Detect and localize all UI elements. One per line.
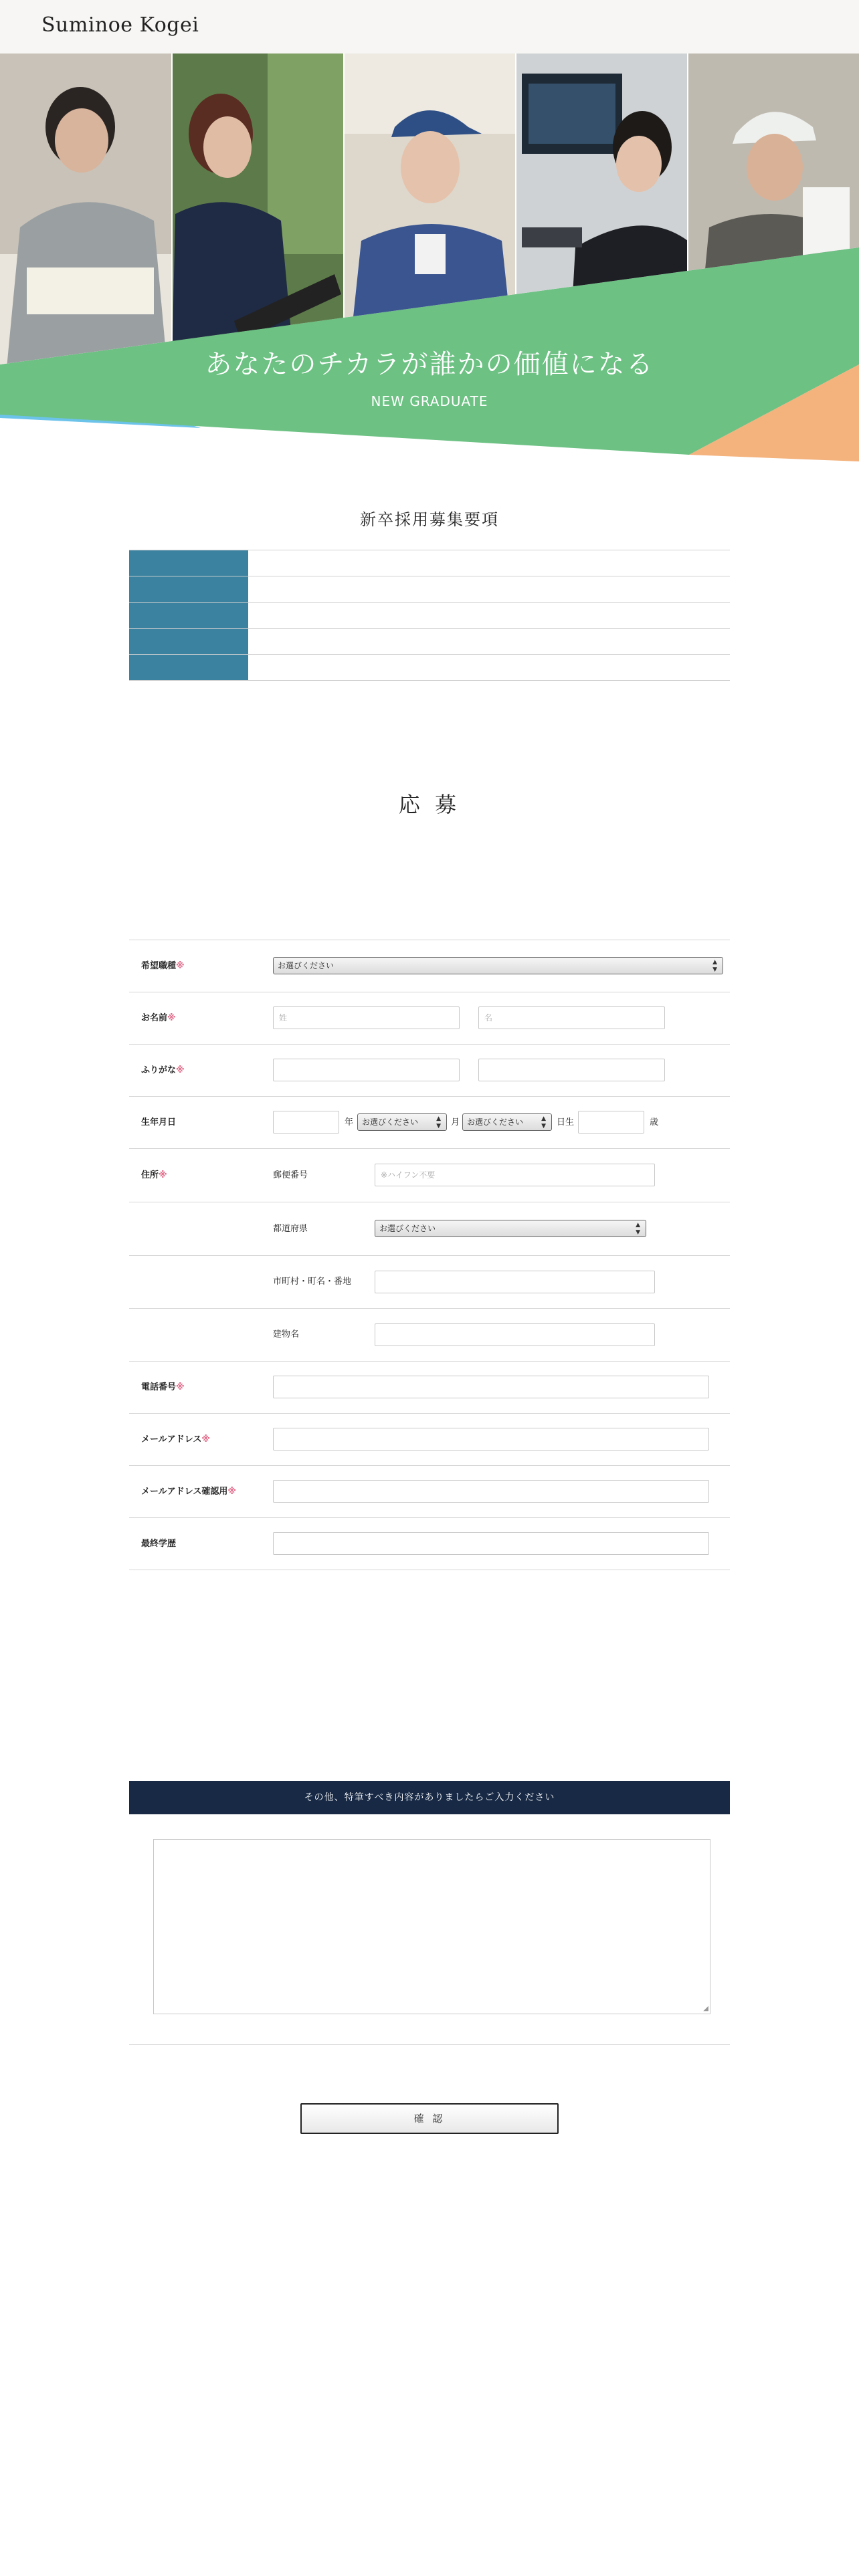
form-row-name — [129, 992, 730, 1045]
recruit-row-header — [129, 576, 248, 602]
divider — [129, 2044, 730, 2045]
resize-handle-icon[interactable]: ◢ — [703, 2005, 708, 2012]
form-row-education — [129, 1518, 730, 1570]
education-label: 最終学歴 — [141, 1539, 177, 1549]
required-mark: ※ — [167, 1013, 176, 1023]
phone-input[interactable] — [273, 1376, 709, 1398]
hero-photo-office — [516, 53, 688, 368]
name-label: お名前 — [141, 1013, 168, 1023]
form-row-birth — [129, 1097, 730, 1149]
age-unit: 歳 — [650, 1117, 659, 1128]
last-name-input[interactable]: 姓 — [273, 1006, 460, 1029]
form-row-building — [129, 1309, 730, 1362]
select-arrows-icon: ▲ ▼ — [541, 1115, 546, 1130]
email-confirm-label: メールアドレス確認用 — [141, 1487, 228, 1497]
recruit-row-header — [129, 603, 248, 628]
building-input[interactable] — [375, 1323, 655, 1346]
year-unit: 年 — [345, 1117, 354, 1128]
prefecture-select[interactable]: お選びください ▲ ▼ — [375, 1220, 646, 1237]
apply-title: 応 募 — [398, 792, 461, 817]
select-arrows-icon: ▲ ▼ — [636, 1222, 640, 1236]
required-mark: ※ — [176, 1065, 185, 1075]
last-furigana-input[interactable] — [273, 1059, 460, 1081]
extra-info-bar: その他、特筆すべき内容がありましたらご入力ください — [129, 1781, 730, 1814]
form-row-city — [129, 1256, 730, 1309]
recruit-row-value — [248, 550, 730, 576]
required-mark: ※ — [176, 1382, 185, 1392]
recruit-row — [129, 550, 730, 576]
application-form — [129, 940, 730, 1570]
birth-year-input[interactable] — [273, 1111, 339, 1134]
building-label: 建物名 — [273, 1329, 300, 1339]
postal-code-input[interactable]: ※ハイフン不要 — [375, 1164, 655, 1186]
postal-label: 郵便番号 — [273, 1170, 308, 1180]
recruit-row-header — [129, 655, 248, 680]
recruit-table — [129, 550, 730, 681]
extra-info-textarea[interactable] — [153, 1839, 710, 2014]
recruit-row-value — [248, 655, 730, 680]
confirm-button[interactable]: 確 認 — [300, 2103, 559, 2134]
day-unit: 日生 — [557, 1117, 575, 1128]
form-row-phone — [129, 1362, 730, 1414]
required-mark: ※ — [176, 961, 185, 971]
hero-photo-strip — [0, 53, 859, 368]
city-label: 市町村・町名・番地 — [273, 1277, 352, 1287]
hero-photo-helmet — [688, 53, 859, 368]
site-logo[interactable]: Suminoe Kogei — [41, 13, 199, 37]
hero-photo-phone — [172, 53, 344, 368]
hero-subtitle: NEW GRADUATE — [371, 393, 488, 409]
hero-photo-student — [0, 53, 172, 368]
email-input[interactable] — [273, 1428, 709, 1451]
prefecture-label: 都道府県 — [273, 1224, 308, 1234]
education-input[interactable] — [273, 1532, 709, 1555]
city-input[interactable] — [375, 1271, 655, 1293]
recruit-row — [129, 603, 730, 629]
job-label: 希望職種 — [141, 961, 177, 971]
email-confirm-input[interactable] — [273, 1480, 709, 1503]
form-row-job — [129, 940, 730, 992]
form-row-prefecture — [129, 1202, 730, 1256]
birth-label: 生年月日 — [141, 1117, 177, 1128]
required-mark: ※ — [159, 1170, 167, 1180]
form-row-postal — [129, 1149, 730, 1202]
recruit-row-value — [248, 629, 730, 654]
select-arrows-icon: ▲ ▼ — [712, 959, 717, 973]
birth-month-select[interactable]: お選びください ▲ ▼ — [357, 1113, 447, 1131]
form-row-email-confirm — [129, 1466, 730, 1518]
age-input[interactable] — [578, 1111, 644, 1134]
address-label: 住所 — [141, 1170, 159, 1180]
first-furigana-input[interactable] — [478, 1059, 665, 1081]
month-unit: 月 — [451, 1117, 460, 1128]
recruit-row-header — [129, 629, 248, 654]
required-mark: ※ — [201, 1434, 210, 1444]
form-row-email — [129, 1414, 730, 1466]
hero-photo-worker — [344, 53, 516, 368]
job-select[interactable]: お選びください ▲ ▼ — [273, 957, 723, 974]
first-name-input[interactable]: 名 — [478, 1006, 665, 1029]
required-mark: ※ — [227, 1487, 236, 1497]
birth-day-select[interactable]: お選びください ▲ ▼ — [462, 1113, 552, 1131]
recruit-title: 新卒採用募集要項 — [360, 510, 499, 529]
phone-label: 電話番号 — [141, 1382, 177, 1392]
select-arrows-icon: ▲ ▼ — [436, 1115, 441, 1130]
recruit-row-value — [248, 603, 730, 628]
email-label: メールアドレス — [141, 1434, 202, 1444]
furigana-label: ふりがな — [141, 1065, 177, 1075]
recruit-row — [129, 655, 730, 681]
recruit-row-header — [129, 550, 248, 576]
recruit-row-value — [248, 576, 730, 602]
recruit-row — [129, 576, 730, 603]
hero-title: あなたのチカラが誰かの価値になる — [205, 349, 654, 380]
form-row-furigana — [129, 1045, 730, 1097]
recruit-row — [129, 629, 730, 655]
